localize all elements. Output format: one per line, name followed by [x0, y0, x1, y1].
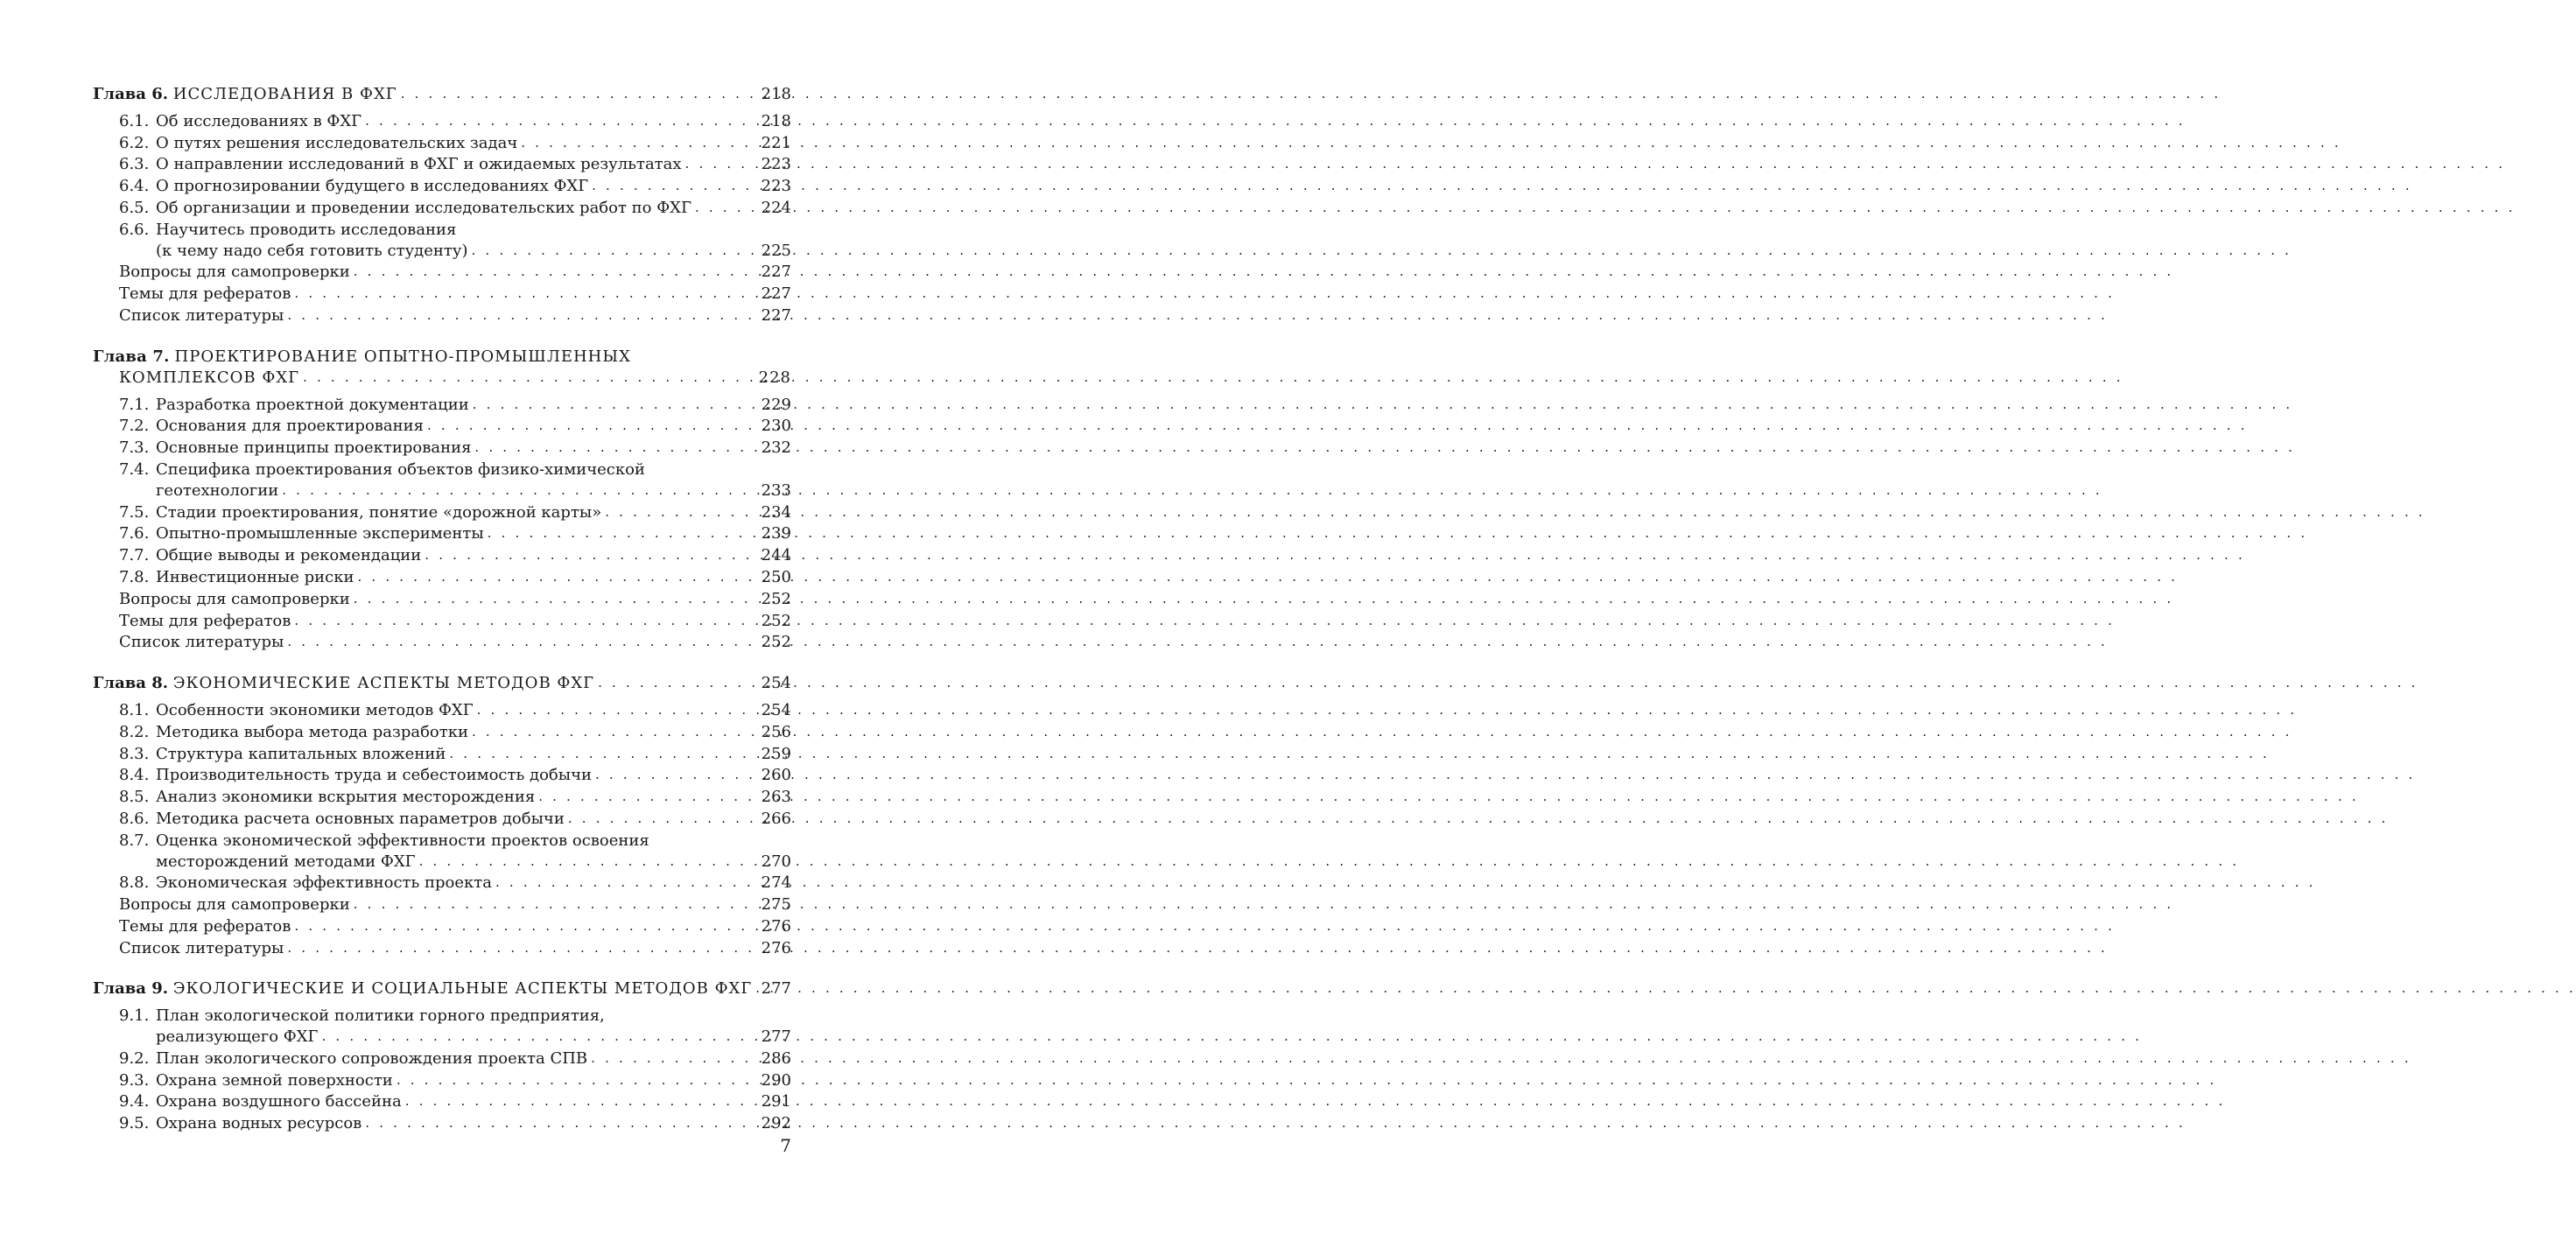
entry-body — [119, 938, 756, 960]
entry-page: 229 — [761, 395, 791, 414]
toc-extra-entry[interactable] — [93, 284, 791, 305]
entry-number: 8.1. — [119, 700, 150, 719]
toc-section[interactable] — [93, 831, 791, 852]
dot-leader — [294, 916, 2115, 937]
toc-section[interactable] — [93, 395, 791, 417]
dot-leader — [538, 787, 2359, 808]
chapter-page: 254 — [761, 674, 791, 693]
entry-page: 252 — [761, 589, 791, 608]
entry-title: Инвестиционные риски — [156, 567, 354, 586]
entry-title: Список литературы — [119, 633, 284, 652]
entry-page: 291 — [761, 1092, 791, 1111]
entry-number: 6.4. — [119, 177, 150, 196]
chapter-block — [93, 347, 791, 654]
entry-body — [156, 873, 756, 894]
entry-title: Вопросы для самопроверки — [119, 589, 350, 608]
toc-section[interactable] — [93, 722, 791, 744]
entry-body — [156, 852, 756, 873]
chapter-block — [93, 673, 791, 959]
toc-section[interactable] — [93, 1113, 791, 1135]
entry-number: 6.6. — [119, 220, 150, 239]
entry-number: 7.4. — [119, 459, 150, 479]
toc-section[interactable] — [93, 502, 791, 524]
entry-page: 256 — [761, 722, 791, 741]
entry-page: 276 — [761, 938, 791, 957]
entry-title: Специфика проектирования объектов физико-химической — [156, 459, 645, 479]
entry-title: Темы для рефератов — [119, 916, 291, 936]
entry-title: Охрана земной поверхности — [156, 1070, 393, 1090]
chapter-title: ЭКОЛОГИЧЕСКИЕ И СОЦИАЛЬНЫЕ АСПЕКТЫ МЕТОДОВ ФХГ — [172, 979, 753, 999]
entry-title: Опытно-промышленные эксперименты — [156, 524, 484, 543]
entry-body — [119, 284, 756, 305]
entry-number: 6.2. — [119, 133, 150, 152]
toc-extra-entry[interactable] — [93, 632, 791, 654]
entry-number: 8.3. — [119, 744, 150, 763]
toc-section[interactable] — [93, 1091, 791, 1113]
dot-leader — [695, 198, 2516, 219]
entry-title: Оценка экономической эффективности проектов освоения — [156, 831, 649, 850]
entry-body — [156, 700, 756, 722]
entry-page: 227 — [761, 284, 791, 304]
entry-page: 252 — [761, 633, 791, 652]
entry-title: Темы для рефератов — [119, 611, 291, 630]
dot-leader — [401, 84, 2222, 105]
entry-title: О прогнозировании будущего в исследованиях ФХГ — [156, 177, 589, 196]
toc-section-continued[interactable] — [93, 852, 791, 873]
entry-body — [119, 305, 756, 327]
dot-leader — [405, 1091, 2226, 1112]
chapter-heading[interactable] — [93, 347, 791, 368]
entry-title: Об организации и проведении исследовательских работ по ФХГ — [156, 198, 691, 217]
entry-body — [156, 416, 756, 438]
dot-leader — [568, 809, 2389, 830]
entry-number: 8.8. — [119, 873, 150, 893]
table-of-contents — [93, 84, 791, 1154]
entry-page: 223 — [761, 177, 791, 196]
dot-leader — [488, 523, 2308, 544]
toc-extra-entry[interactable] — [93, 938, 791, 960]
entry-page: 221 — [761, 133, 791, 152]
entry-title: Анализ экономики вскрытия месторождения — [156, 788, 536, 807]
toc-section[interactable] — [93, 1006, 791, 1027]
entry-number: 6.5. — [119, 198, 150, 217]
entry-page: 223 — [761, 155, 791, 174]
entry-number: 8.2. — [119, 722, 150, 741]
entry-title: Производительность труда и себестоимость добычи — [156, 766, 592, 785]
entry-body — [156, 480, 756, 502]
entry-body — [156, 111, 756, 133]
page-number: 7 — [780, 1135, 791, 1156]
chapter-heading-continued[interactable] — [93, 368, 791, 389]
entry-body — [156, 523, 756, 545]
chapter-heading[interactable] — [93, 978, 791, 1000]
entry-page: 227 — [761, 305, 791, 325]
entry-page: 292 — [761, 1114, 791, 1133]
entry-page: 276 — [761, 916, 791, 936]
entry-title: Общие выводы и рекомендации — [156, 546, 422, 565]
dot-leader — [294, 611, 2115, 632]
toc-section-continued[interactable] — [93, 241, 791, 263]
entry-number: 9.1. — [119, 1006, 150, 1026]
chapter-page: 277 — [761, 979, 791, 999]
entry-page: 233 — [761, 480, 791, 500]
entry-body — [156, 1113, 756, 1135]
entry-number: 8.6. — [119, 809, 150, 828]
entry-title: Основания для проектирования — [156, 417, 424, 436]
entry-title: Охрана водных ресурсов — [156, 1114, 362, 1133]
dot-leader — [365, 111, 2186, 132]
dot-leader — [365, 1113, 2186, 1134]
toc-section[interactable] — [93, 459, 791, 480]
entry-title: Методика выбора метода разработки — [156, 722, 468, 741]
chapter-page: 218 — [761, 85, 791, 103]
entry-number: 7.1. — [119, 395, 150, 414]
entry-title: Об исследованиях в ФХГ — [156, 111, 362, 130]
entry-title: Экономическая эффективность проекта — [156, 873, 492, 893]
entry-page: 225 — [761, 241, 791, 260]
entry-page: 244 — [761, 546, 791, 565]
toc-extra-entry[interactable] — [93, 916, 791, 938]
entry-page: 218 — [761, 111, 791, 130]
entry-body — [119, 894, 756, 916]
entry-body — [119, 589, 756, 611]
entry-number: 7.2. — [119, 417, 150, 436]
entry-body — [156, 765, 756, 787]
toc-section-continued[interactable] — [93, 1027, 791, 1048]
toc-section[interactable] — [93, 765, 791, 787]
chapter-title: ИССЛЕДОВАНИЯ В ФХГ — [172, 85, 397, 103]
entry-body — [156, 395, 756, 417]
chapter-label: Глава 6. — [93, 85, 169, 103]
toc-section[interactable] — [93, 111, 791, 133]
dot-leader — [474, 438, 2295, 459]
entry-title: Темы для рефератов — [119, 284, 291, 304]
entry-number: 9.4. — [119, 1092, 150, 1111]
toc-section[interactable] — [93, 176, 791, 198]
entry-page: 227 — [761, 263, 791, 282]
chapter-heading-body — [93, 978, 756, 1000]
toc-section[interactable] — [93, 567, 791, 589]
entry-body — [156, 722, 756, 744]
dot-leader — [282, 480, 2102, 501]
chapter-block — [93, 978, 791, 1135]
entry-body — [156, 1027, 756, 1048]
entry-title: Методика расчета основных параметров добычи — [156, 809, 565, 828]
chapter-label: Глава 9. — [93, 979, 169, 999]
toc-section[interactable] — [93, 1048, 791, 1070]
entry-title: Особенности экономики методов ФХГ — [156, 700, 474, 719]
entry-number: 7.8. — [119, 567, 150, 586]
dot-leader — [287, 938, 2108, 959]
entry-page: 270 — [761, 852, 791, 871]
entry-title: (к чему надо себя готовить студенту) — [156, 241, 468, 260]
entry-body — [156, 1048, 756, 1070]
entry-title: Основные принципы проектирования — [156, 438, 472, 458]
entry-page: 234 — [761, 502, 791, 522]
dot-leader — [472, 722, 2292, 743]
dot-leader — [357, 567, 2178, 588]
dot-leader — [685, 154, 2506, 175]
entry-page: 263 — [761, 788, 791, 807]
entry-page: 239 — [761, 524, 791, 543]
entry-page: 260 — [761, 766, 791, 785]
entry-body — [156, 241, 756, 263]
dot-leader — [354, 894, 2174, 915]
chapter-label: Глава 8. — [93, 674, 169, 693]
entry-title: Вопросы для самопроверки — [119, 895, 350, 915]
toc-extra-entry[interactable] — [93, 589, 791, 611]
toc-section[interactable] — [93, 700, 791, 722]
entry-page: 250 — [761, 567, 791, 586]
dot-leader — [425, 545, 2245, 566]
entry-number: 9.2. — [119, 1048, 150, 1068]
dot-leader — [592, 176, 2412, 197]
dot-leader — [755, 978, 2576, 999]
entry-title: План экологической политики горного предприятия, — [156, 1006, 605, 1026]
entry-title: Список литературы — [119, 305, 284, 325]
entry-title: Научитесь проводить исследования — [156, 220, 457, 239]
dot-leader — [287, 305, 2108, 326]
toc-section[interactable] — [93, 133, 791, 155]
entry-title: реализующего ФХГ — [156, 1027, 319, 1047]
entry-title: Охрана воздушного бассейна — [156, 1092, 402, 1111]
dot-leader — [605, 502, 2425, 523]
entry-title: Разработка проектной документации — [156, 395, 469, 414]
chapter-heading[interactable] — [93, 84, 791, 106]
entry-page: 274 — [761, 873, 791, 893]
toc-section[interactable] — [93, 744, 791, 766]
entry-body — [156, 1091, 756, 1113]
dot-leader — [495, 873, 2316, 894]
entry-number: 6.1. — [119, 111, 150, 130]
toc-section-continued[interactable] — [93, 480, 791, 502]
entry-number: 9.3. — [119, 1070, 150, 1090]
entry-page: 259 — [761, 744, 791, 763]
dot-leader — [354, 589, 2174, 610]
entry-title: О направлении исследований в ФХГ и ожидаемых результатах — [156, 155, 682, 174]
toc-section[interactable] — [93, 154, 791, 176]
chapter-heading[interactable] — [93, 673, 791, 695]
entry-title: геотехнологии — [156, 480, 279, 500]
toc-extra-entry[interactable] — [93, 894, 791, 916]
entry-body — [156, 744, 756, 766]
dot-leader — [397, 1070, 2217, 1091]
entry-page: 224 — [761, 198, 791, 217]
toc-extra-entry[interactable] — [93, 611, 791, 633]
entry-number: 7.3. — [119, 438, 150, 458]
toc-section[interactable] — [93, 220, 791, 241]
dot-leader — [473, 395, 2293, 416]
dot-leader — [427, 416, 2248, 437]
entry-page: 252 — [761, 611, 791, 630]
dot-leader — [294, 284, 2115, 305]
entry-body — [119, 611, 756, 633]
toc-section[interactable] — [93, 809, 791, 831]
dot-leader — [287, 632, 2108, 653]
toc-extra-entry[interactable] — [93, 305, 791, 327]
toc-section[interactable] — [93, 787, 791, 809]
entry-number: 7.7. — [119, 546, 150, 565]
entry-number: 6.3. — [119, 155, 150, 174]
toc-section[interactable] — [93, 416, 791, 438]
entry-page: 254 — [761, 700, 791, 719]
entry-body — [156, 198, 756, 220]
toc-extra-entry[interactable] — [93, 262, 791, 284]
entry-page: 275 — [761, 895, 791, 915]
toc-section[interactable] — [93, 523, 791, 545]
entry-number: 8.4. — [119, 766, 150, 785]
dot-leader — [591, 1048, 2411, 1069]
toc-section[interactable] — [93, 873, 791, 894]
dot-leader — [419, 852, 2240, 873]
entry-title: Стадии проектирования, понятие «дорожной карты» — [156, 502, 602, 522]
entry-number: 8.5. — [119, 788, 150, 807]
chapter-page: 228 — [758, 368, 791, 387]
entry-body — [156, 154, 756, 176]
entry-body — [156, 787, 756, 809]
dot-leader — [321, 1027, 2142, 1048]
dot-leader — [477, 700, 2298, 721]
entry-title: Список литературы — [119, 938, 284, 957]
entry-body — [119, 262, 756, 284]
entry-body — [156, 809, 756, 831]
toc-section[interactable] — [93, 545, 791, 567]
entry-page: 232 — [761, 438, 791, 458]
dot-leader — [303, 368, 2123, 389]
entry-number: 7.6. — [119, 524, 150, 543]
entry-title: месторождений методами ФХГ — [156, 852, 416, 871]
entry-body — [156, 1070, 756, 1092]
entry-body — [119, 632, 756, 654]
entry-page: 290 — [761, 1070, 791, 1090]
entry-number: 8.7. — [119, 831, 150, 850]
dot-leader — [471, 241, 2292, 262]
dot-leader — [449, 744, 2270, 765]
entry-body — [156, 502, 756, 524]
entry-body — [156, 176, 756, 198]
toc-section[interactable] — [93, 198, 791, 220]
entry-number: 9.5. — [119, 1114, 150, 1133]
dot-leader — [598, 673, 2418, 694]
entry-title: Структура капитальных вложений — [156, 744, 446, 763]
entry-title: План экологического сопровождения проекта СПВ — [156, 1048, 588, 1068]
entry-number: 7.5. — [119, 502, 150, 522]
entry-page: 277 — [761, 1027, 791, 1047]
chapter-title-continued: КОМПЛЕКСОВ ФХГ — [119, 368, 300, 387]
dot-leader — [521, 133, 2341, 154]
chapter-label: Глава 7. — [93, 347, 170, 366]
entry-page: 286 — [761, 1048, 791, 1068]
chapter-heading-body — [119, 368, 756, 389]
chapter-heading-body — [93, 84, 756, 106]
dot-leader — [354, 262, 2174, 283]
entry-page: 230 — [761, 417, 791, 436]
entry-title: Вопросы для самопроверки — [119, 263, 350, 282]
entry-body — [156, 567, 756, 589]
chapter-title: ПРОЕКТИРОВАНИЕ ОПЫТНО-ПРОМЫШЛЕННЫХ — [174, 347, 631, 366]
toc-section[interactable] — [93, 438, 791, 459]
chapter-block — [93, 84, 791, 327]
chapter-title: ЭКОНОМИЧЕСКИЕ АСПЕКТЫ МЕТОДОВ ФХГ — [172, 674, 595, 693]
entry-body — [156, 438, 756, 459]
entry-title: О путях решения исследовательских задач — [156, 133, 518, 152]
chapter-heading-body — [93, 673, 756, 695]
dot-leader — [595, 765, 2416, 786]
toc-section[interactable] — [93, 1070, 791, 1092]
entry-body — [119, 916, 756, 938]
entry-page: 266 — [761, 809, 791, 828]
entry-body — [156, 545, 756, 567]
entry-body — [156, 133, 756, 155]
